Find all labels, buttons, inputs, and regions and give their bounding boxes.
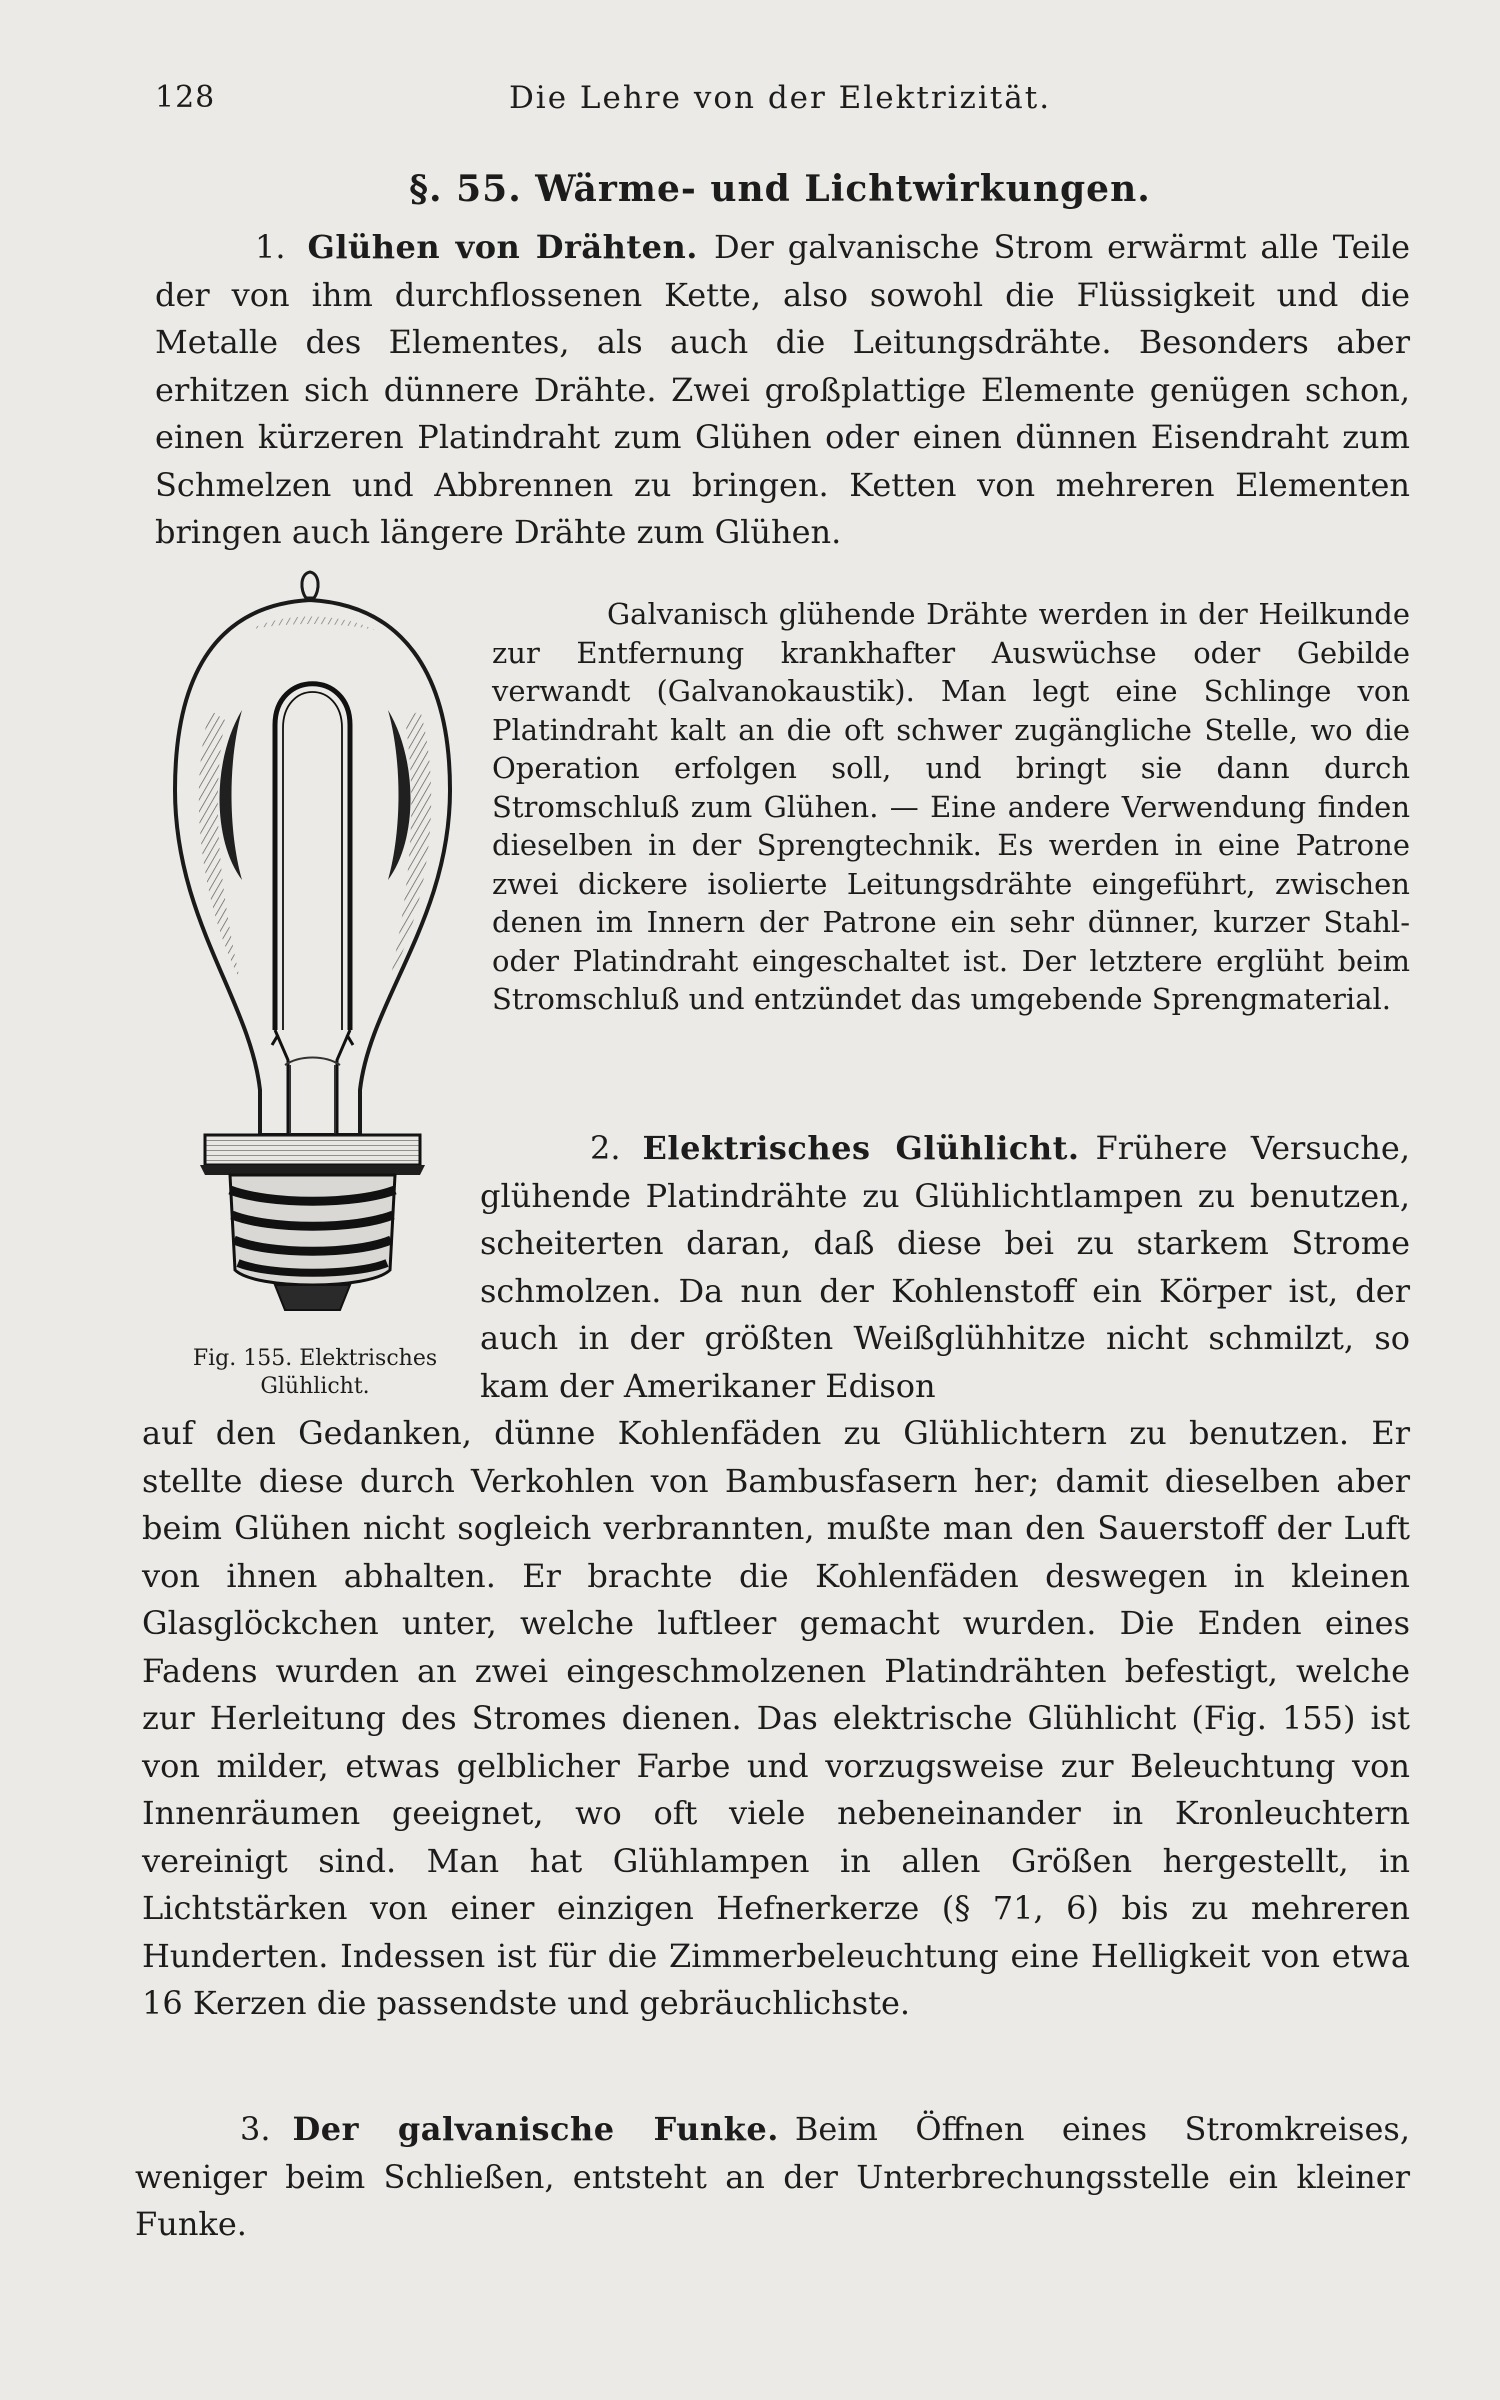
- paragraph-text: Beim Öffnen eines Stromkreises, weniger beim Schließen, entsteht an der Unterbrechungsstelle ein kleiner Funke.: [135, 2110, 1410, 2243]
- section-heading: §. 55. Wärme- und Lichtwirkungen.: [409, 168, 1151, 210]
- figure-caption-line2: Glühlicht.: [260, 1374, 370, 1399]
- light-bulb-icon: [150, 560, 480, 1340]
- paragraph-text: Der galvanische Strom erwärmt alle Teile der von ihm durchflossenen Kette, also sowohl die Flüssigkeit und die Metalle des Elementes, als auch die Leitungsdrähte. Besonders aber erhitzen sich dünnere Drähte. Zwei großplattige Elemente genügen schon, einen kürzeren Platindraht zum Glühen oder einen dünnen Eisendraht zum Schmelzen und Abbrennen zu bringen. Ketten von mehreren Elementen bringen auch längere Drähte zum Glühen.: [155, 228, 1411, 551]
- running-title: Die Lehre von der Elektrizität.: [508, 80, 1052, 116]
- paragraph-heading: Elektrisches Glühlicht.: [642, 1129, 1080, 1167]
- running-head: [155, 80, 1405, 130]
- paragraph-number: 2.: [590, 1129, 621, 1167]
- paragraph-gluehen-von-draehten: [155, 224, 1410, 557]
- paragraph-elektrisches-gluehlicht: [480, 1125, 1410, 1410]
- paragraph-number: 3.: [240, 2110, 271, 2148]
- figure-caption-line1: Fig. 155. Elektrisches: [192, 1346, 438, 1371]
- paragraph-heading: Glühen von Drähten.: [307, 228, 698, 266]
- figure-caption: [150, 1345, 480, 1401]
- figure-light-bulb: [150, 560, 480, 1340]
- page-number: 128: [155, 80, 216, 115]
- paragraph-number: 1.: [255, 228, 286, 266]
- paragraph-galvanokaustik: Galvanisch glühende Drähte werden in der Heilkunde zur Entfernung krankhafter Auswüchse oder Gebilde verwandt (Galvanokaustik). Man legt eine Schlinge von Platindraht kalt an die oft schwer zugängliche Stelle, wo die Operation erfolgen soll, und bringt sie dann durch Stromschluß zum Glühen. — Eine andere Verwendung finden dieselben in der Sprengtechnik. Es werden in eine Patrone zwei dickere isolierte Leitungsdrähte eingeführt, zwischen denen im Innern der Patrone ein sehr dünner, kurzer Stahl- oder Platindraht eingeschaltet ist. Der letztere erglüht beim Stromschluß und entzündet das umgebende Sprengmaterial.: [492, 597, 1410, 1016]
- paragraph-elektrisches-gluehlicht-continued: auf den Gedanken, dünne Kohlenfäden zu Glühlichtern zu benutzen. Er stellte diese durch Verkohlen von Bambusfasern her; damit dieselben aber beim Glühen nicht sogleich verbrannten, mußte man den Sauerstoff der Luft von ihnen abhalten. Er brachte die Kohlenfäden deswegen in kleinen Glasglöckchen unter, welche luftleer gemacht wurden. Die Enden eines Fadens wurden an zwei eingeschmolzenen Platindrähten befestigt, welche zur Herleitung des Stromes dienen. Das elektrische Glühlicht (Fig. 155) ist von milder, etwas gelblicher Farbe und vorzugsweise zur Beleuchtung von Innenräumen geeignet, wo oft viele nebeneinander in Kronleuchtern vereinigt sind. Man hat Glühlampen in allen Größen hergestellt, in Lichtstärken von einer einzigen Hefnerkerze (§ 71, 6) bis zu mehreren Hunderten. Indessen ist für die Zimmerbeleuchtung eine Helligkeit von etwa 16 Kerzen die passendste und gebräuchlichste.: [142, 1414, 1410, 2022]
- paragraph-galvanischer-funke: [135, 2106, 1410, 2249]
- paragraph-text: Frühere Versuche, glühende Platindrähte zu Glühlichtlampen zu benutzen, scheiterten daran, daß diese bei zu starkem Strome schmolzen. Da nun der Kohlenstoff ein Körper ist, der auch in der größten Weißglühhitze nicht schmilzt, so kam der Amerikaner Edison: [480, 1129, 1411, 1405]
- paragraph-heading: Der galvanische Funke.: [292, 2110, 779, 2148]
